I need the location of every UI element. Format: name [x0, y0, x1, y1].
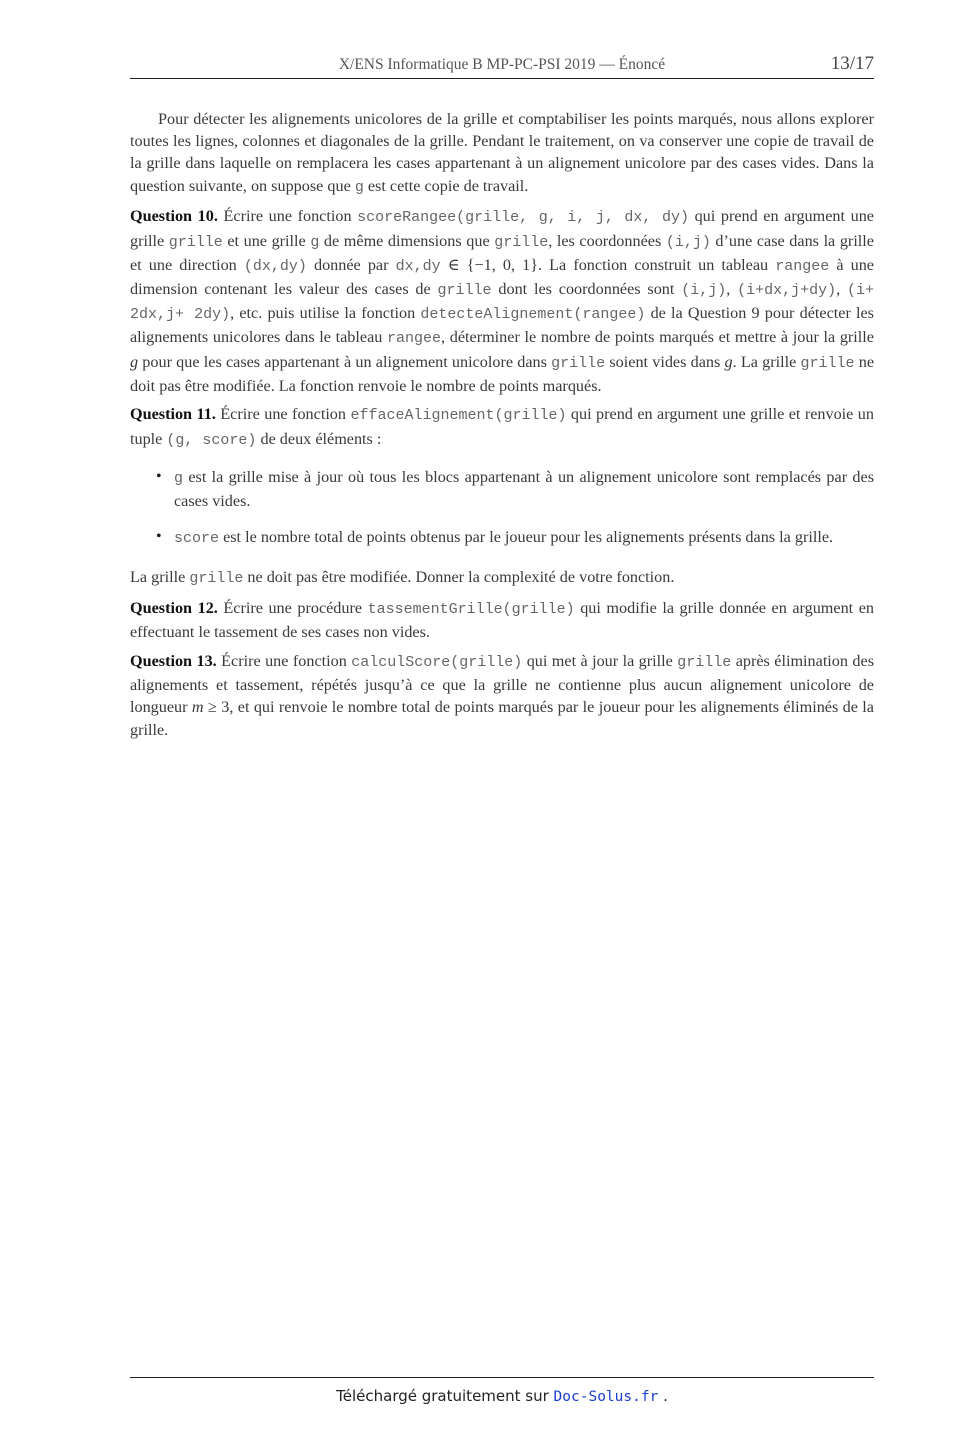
text: , etc. puis utilise la fonction: [230, 304, 421, 323]
footer-link[interactable]: Doc-Solus.fr: [553, 1389, 659, 1405]
text: de même dimensions que: [319, 231, 495, 250]
code: calculScore(grille): [351, 654, 523, 672]
math: g: [130, 352, 139, 371]
code: rangee: [775, 257, 830, 275]
text: à une dimension contenant les valeur des cases de: [130, 255, 874, 298]
text: Écrire une fonction: [216, 652, 352, 671]
text: qui modifie la grille donnée en argument en effectuant le tassement de ses cases non vides.: [130, 599, 874, 642]
text: , déterminer le nombre de points marqués et mettre à jour la grille: [441, 328, 874, 347]
text: , les coordonnées: [548, 231, 666, 250]
math: g: [724, 352, 733, 371]
text: soient vides dans: [605, 352, 725, 371]
text: Pour détecter les alignements unicolores de la grille et comptabiliser les points marqués, nous allons explorer toutes les lignes, colonnes et diagonales de la grille. Pendant le traitement, on va conserver une copie de travail de la grille dans laquelle on remplacera les cases appartenant à un alignement unicolore par des cases vides. Dans la question suivante, on suppose que: [130, 110, 874, 195]
code: g: [310, 233, 320, 251]
document-body: [130, 108, 874, 747]
question-11: [130, 403, 874, 451]
text: de deux éléments :: [256, 429, 382, 448]
text: de la Question 9 pour détecter les alignements unicolores dans le tableau: [130, 304, 874, 347]
text: ne doit pas être modifiée. La fonction renvoie le nombre de points marqués.: [130, 352, 875, 395]
code: effaceAlignement(grille): [350, 407, 567, 425]
text: est la grille mise à jour où tous les blocs appartenant à un alignement unicolore sont remplacés par des cases vides.: [174, 467, 874, 511]
footer-label: Téléchargé gratuitement sur: [336, 1387, 554, 1405]
code: g: [354, 178, 364, 196]
text: qui prend en argument une grille et renvoie un tuple: [130, 405, 874, 448]
footer-end: .: [658, 1387, 668, 1405]
intro-paragraph: [130, 108, 874, 199]
text: Écrire une procédure: [217, 599, 368, 618]
list-item: [174, 526, 874, 550]
text: donnée par: [306, 255, 396, 274]
bullet-list: [130, 466, 874, 551]
text: ∈ {−1, 0, 1}. La fonction construit un tableau: [440, 255, 776, 274]
question-12: [130, 597, 874, 643]
code: detecteAlignement(rangee): [420, 306, 646, 324]
page-footer: [130, 1377, 874, 1405]
code: scoreRangee(grille, g, i, j, dx, dy): [357, 209, 689, 227]
text: ,: [836, 279, 848, 298]
footer-text: [130, 1387, 874, 1405]
text: ,: [726, 279, 738, 298]
question-11-note: [130, 566, 874, 590]
text: ≥ 3, et qui renvoie le nombre total de points marqués par le joueur pour les alignements éliminés de la grille.: [130, 698, 874, 739]
code: score: [174, 530, 220, 548]
question-label: Question 13.: [130, 652, 217, 671]
code: grille: [494, 233, 549, 251]
text: Écrire une fonction: [215, 405, 351, 424]
code: (g, score): [166, 431, 257, 449]
code: (i,j): [681, 281, 727, 299]
code: dx,dy: [395, 257, 441, 275]
code: (dx,dy): [243, 257, 307, 275]
text: qui prend en argument une grille: [130, 207, 874, 250]
text: ne doit pas être modifiée. Donner la complexité de votre fonction.: [243, 568, 675, 587]
text: d’une case dans la grille et une direction: [130, 231, 874, 274]
code: grille: [551, 354, 606, 372]
text: est le nombre total de points obtenus par le joueur pour les alignements présents dans la grille.: [219, 528, 834, 547]
code: tassementGrille(grille): [367, 601, 575, 619]
code: g: [174, 469, 184, 487]
text: après élimination des alignements et tassement, répétés jusqu’à ce que la grille ne contienne plus aucun alignement unicolore de longueur: [130, 652, 874, 717]
math: m: [191, 698, 204, 717]
question-13: [130, 650, 874, 741]
code: (i,j): [665, 233, 711, 251]
question-label: Question 11.: [130, 405, 216, 424]
text: est cette copie de travail.: [363, 176, 529, 195]
code: rangee: [387, 330, 442, 348]
code: grille: [168, 233, 223, 251]
question-label: Question 10.: [130, 207, 218, 226]
question-10: [130, 205, 874, 397]
page-number: 13/17: [830, 53, 874, 74]
code: grille: [800, 354, 855, 372]
header-title: X/ENS Informatique B MP-PC-PSI 2019 — Énoncé: [338, 56, 666, 73]
text: dont les coordonnées sont: [491, 279, 682, 298]
text: La grille: [130, 568, 190, 587]
list-item: [174, 466, 874, 512]
code: grille: [677, 654, 732, 672]
text: qui met à jour la grille: [522, 652, 678, 671]
code: grille: [189, 570, 244, 588]
text: et une grille: [222, 231, 311, 250]
code: (i+dx,j+dy): [737, 281, 837, 299]
text: pour que les cases appartenant à un alignement unicolore dans: [138, 352, 552, 371]
page-header: [130, 52, 874, 79]
question-label: Question 12.: [130, 599, 218, 618]
text: Écrire une fonction: [217, 207, 358, 226]
code: grille: [437, 281, 492, 299]
text: . La grille: [732, 352, 801, 371]
code: (i+ 2dx,j+ 2dy): [130, 281, 875, 324]
